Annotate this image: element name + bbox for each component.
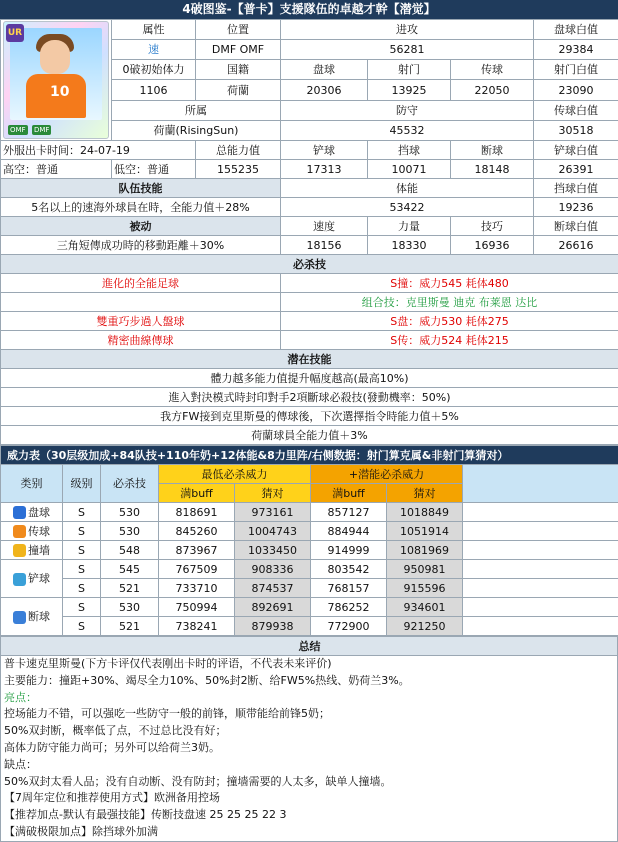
value-total: 155235: [196, 160, 281, 179]
value-stamina: 1106: [112, 80, 196, 100]
label-pass: 传球: [451, 60, 534, 80]
col-plus-power: +潜能必杀威力: [311, 465, 463, 484]
value-position: DMF OMF: [196, 40, 281, 60]
value-defense: 45532: [281, 120, 534, 140]
value-pass-base: 30518: [534, 120, 618, 140]
label-power: 力量: [368, 217, 451, 236]
tackle-icon: [13, 573, 26, 586]
latent-line: 荷蘭球員全能力值＋3%: [1, 426, 618, 445]
value-intercept: 18148: [451, 160, 534, 179]
dribble-icon: [13, 506, 26, 519]
summary-line: 亮点：: [4, 690, 615, 707]
label-block-base: 挡球白值: [534, 179, 618, 198]
special-stat: S传：威力524 耗体215: [281, 331, 618, 350]
col-full-buff: 满buff: [311, 484, 387, 503]
pos-tag: OMF: [8, 125, 28, 135]
summary-line: 【7周年定位和推荐使用方式】欧洲备用控场: [4, 790, 615, 807]
blank-header: [463, 465, 618, 503]
label-technique: 技巧: [451, 217, 534, 236]
latent-header: 潜在技能: [1, 350, 618, 369]
label-dribble: 盘球: [281, 60, 368, 80]
summary-line: 50%双封断，概率低了点，不过总比没有好；: [4, 723, 615, 740]
value-attack: 56281: [281, 40, 534, 60]
value-pass: 22050: [451, 80, 534, 100]
col-guess: 猜对: [387, 484, 463, 503]
power-table: [0, 445, 618, 636]
team-skill-header: 队伍技能: [1, 179, 281, 198]
label-total: 总能力值: [196, 141, 281, 160]
stats-table: [0, 19, 618, 445]
team-skill-text: 5名以上的速海外球員在時，全能力值＋28%: [1, 198, 281, 217]
col-type: 类别: [1, 465, 63, 503]
value-block: 10071: [368, 160, 451, 179]
col-full-buff: 满buff: [159, 484, 235, 503]
power-title: 威力表（30层级加成+84队技+110年奶+12体能&8力里阵/右侧数据：射门算克属&非射门算猜对）: [1, 446, 618, 465]
value-shoot: 13925: [368, 80, 451, 100]
summary-table: [0, 636, 618, 842]
summary-line: 控场能力不错，可以强吃一些防守一般的前锋，顺带能给前锋5奶；: [4, 706, 615, 723]
value-attribute: 速: [112, 40, 196, 60]
special-stat: S盘：威力530 耗体275: [281, 312, 618, 331]
jersey-number: 10: [50, 84, 69, 101]
value-tackle: 17313: [281, 160, 368, 179]
label-intercept: 断球: [451, 141, 534, 160]
label-dribble-base: 盘球白值: [534, 20, 618, 40]
combo-skill: 组合技：克里斯曼 迪克 布莱恩 达比: [281, 293, 618, 312]
col-skill: 必杀技: [101, 465, 159, 503]
latent-line: 進入對決模式時封印對手2項斷球必殺技(發動機率：50%): [1, 388, 618, 407]
passive-text: 三角短傳成功時的移動距離＋30%: [1, 236, 281, 255]
page-title: 4破图鉴-【普卡】支援隊伍的卓越才幹【潜觉】: [0, 0, 618, 19]
special-name: 精密曲線傳球: [1, 331, 281, 350]
col-level: 级别: [63, 465, 101, 503]
pass-icon: [13, 525, 26, 538]
intercept-icon: [13, 611, 26, 624]
value-team: 荷蘭(RisingSun): [112, 120, 281, 140]
special-name: 雙重巧步過人盤球: [1, 312, 281, 331]
summary-line: 普卡速克里斯曼(下方卡评仅代表刚出卡时的评语，不代表未来评价): [4, 656, 615, 673]
special-header: 必杀技: [1, 255, 618, 274]
latent-line: 我方FW接到克里斯曼的傳球後，下次選擇指令時能力值＋5%: [1, 407, 618, 426]
label-speed: 速度: [281, 217, 368, 236]
label-shoot: 射门: [368, 60, 451, 80]
label-tackle: 铲球: [281, 141, 368, 160]
latent-line: 體力越多能力值提升幅度越高(最高10%): [1, 369, 618, 388]
summary-line: 【推荐加点-默认有最强技能】传断技盘速 25 25 25 22 3: [4, 807, 615, 824]
release-date: 外服出卡时间：24-07-19: [1, 141, 196, 160]
special-name: 進化的全能足球: [1, 274, 281, 293]
table-row: 传球 S 530 845260 1004743 884944 1051914: [1, 522, 618, 541]
table-row: S 521 738241 879938 772900 921250: [1, 617, 618, 636]
rarity-badge-icon: UR: [6, 24, 24, 42]
summary-body: [1, 656, 618, 842]
value-power: 18330: [368, 236, 451, 255]
summary-line: 缺点：: [4, 757, 615, 774]
high-ball: 高空：普通: [1, 160, 112, 179]
value-nationality: 荷蘭: [196, 80, 281, 100]
value-dribble-base: 29384: [534, 40, 618, 60]
table-row: S 521 733710 874537 768157 915596: [1, 579, 618, 598]
label-position: 位置: [196, 20, 281, 40]
label-pass-base: 传球白值: [534, 100, 618, 120]
card-portrait: [1, 20, 112, 141]
table-row: 撞墙 S 548 873967 1033450 914999 1081969: [1, 541, 618, 560]
label-attack: 进攻: [281, 20, 534, 40]
label-tackle-base: 铲球白值: [534, 141, 618, 160]
table-row: 盘球 S 530 818691 973161 857127 1018849: [1, 503, 618, 522]
label-attribute: 属性: [112, 20, 196, 40]
label-stamina: 0破初始体力: [112, 60, 196, 80]
label-block: 挡球: [368, 141, 451, 160]
value-tackle-base: 26391: [534, 160, 618, 179]
label-physical: 体能: [281, 179, 534, 198]
summary-line: 50%双封太看人品；没有自动断、没有防封；撞墙需要的人太多，缺单人撞墙。: [4, 774, 615, 791]
summary-header: 总结: [1, 637, 618, 656]
value-shoot-base: 23090: [534, 80, 618, 100]
low-ball: 低空：普通: [112, 160, 196, 179]
summary-line: 主要能力：撞距+30%、竭尽全力10%、50%封2断、给FW5%热线、奶荷兰3%。: [4, 673, 615, 690]
table-row: 断球 S 530 750994 892691 786252 934601: [1, 598, 618, 617]
value-physical: 53422: [281, 198, 534, 217]
wall-pass-icon: [13, 544, 26, 557]
label-nationality: 国籍: [196, 60, 281, 80]
value-intercept-base: 26616: [534, 236, 618, 255]
label-intercept-base: 断球白值: [534, 217, 618, 236]
special-stat: S撞：威力545 耗体480: [281, 274, 618, 293]
col-guess: 猜对: [235, 484, 311, 503]
label-defense: 防守: [281, 100, 534, 120]
summary-line: 高体力防守能力尚可；另外可以给荷兰3奶。: [4, 740, 615, 757]
value-technique: 16936: [451, 236, 534, 255]
table-row: 铲球 S 545 767509 908336 803542 950981: [1, 560, 618, 579]
summary-line: 【满破极限加点】除挡球外加满: [4, 824, 615, 841]
value-dribble: 20306: [281, 80, 368, 100]
value-speed: 18156: [281, 236, 368, 255]
passive-header: 被动: [1, 217, 281, 236]
col-min-power: 最低必杀威力: [159, 465, 311, 484]
pos-tag: DMF: [32, 125, 51, 135]
label-team: 所属: [112, 100, 281, 120]
special-name: [1, 293, 281, 312]
value-block-base: 19236: [534, 198, 618, 217]
label-shoot-base: 射门白值: [534, 60, 618, 80]
